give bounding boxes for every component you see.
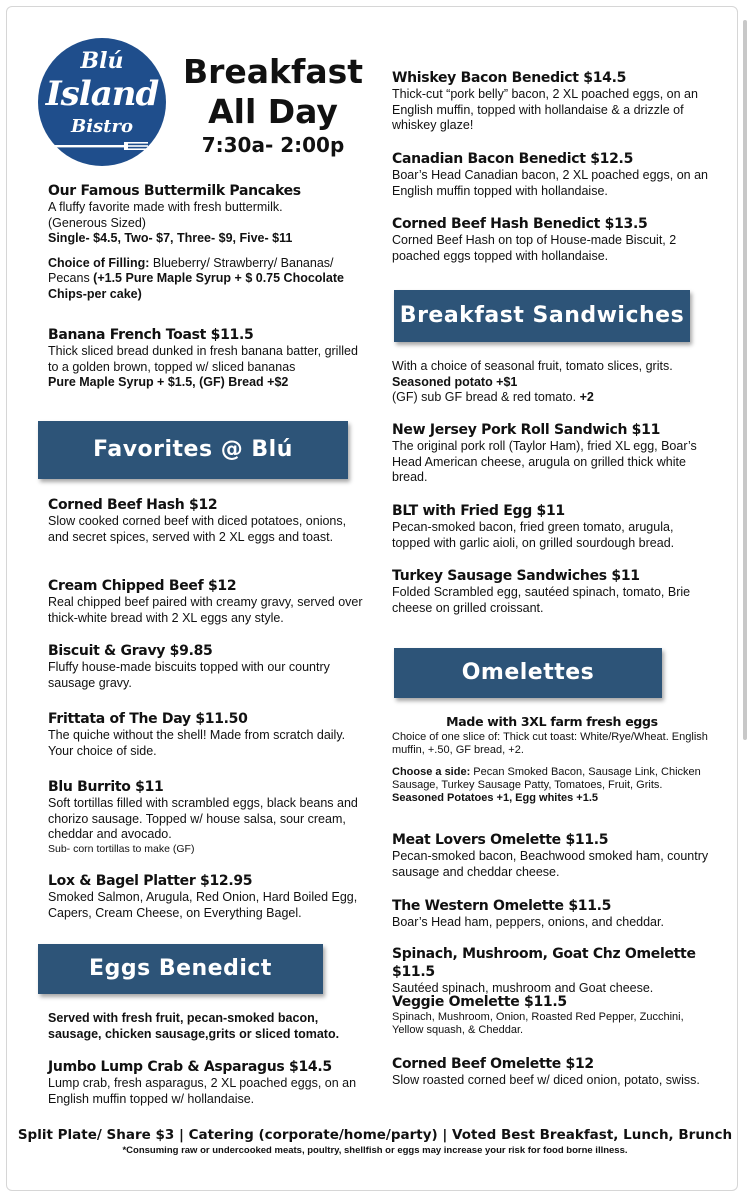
page-heading [178,52,368,158]
logo-text-island: Island [45,74,159,114]
item-desc: Sautéed spinach, mushroom and Goat cheese. [392,981,654,995]
footer-services: Split Plate/ Share $3 | Catering (corporate/home/party) | Voted Best Breakfast, Lunch, Brunch [17,1127,733,1143]
logo-text-bistro: Bistro [71,116,133,137]
item-pork-roll-sandwich [392,421,712,486]
item-note: Sub- corn tortillas to make (GF) [48,842,195,855]
item-western-omelette [392,897,712,931]
item-corned-beef-hash [48,496,363,545]
sandwich-gf-price: +2 [579,390,594,404]
item-cream-chipped-beef [48,577,363,626]
item-desc: Smoked Salmon, Arugula, Red Onion, Hard Boiled Egg, Capers, Cream Cheese, on Everything Bagel. [48,890,358,920]
heading-hours: 7:30a- 2:00p [201,133,345,157]
item-desc: Thick-cut “pork belly” bacon, 2 XL poached eggs, on an English muffin, topped with hollandaise & a drizzle of whiskey glaze! [392,87,698,132]
item-spinach-omelette [392,945,712,997]
filling-choice [48,256,363,303]
fork-icon [54,141,150,151]
item-desc: Fluffy house-made biscuits topped with our country sausage gravy. [48,660,330,690]
item-desc: Soft tortillas filled with scrambled eggs, black beans and chorizo sausage. Topped w/ house salsa, sour cream, cheddar and avocado. [48,796,358,841]
scrollbar[interactable] [743,20,747,740]
item-desc: Thick sliced bread dunked in fresh banana batter, grilled to a golden brown, topped w/ sliced bananas [48,344,358,374]
item-lox-bagel [48,872,363,921]
item-extra: Pure Maple Syrup + $1.5, (GF) Bread +$2 [48,375,289,389]
side-text: Pecan Smoked Bacon, Sausage Link, Chicken Sausage, Turkey Sausage Patty, Tomatoes, Fruit, Grits. [392,766,701,791]
item-veggie-omelette [392,993,712,1037]
item-corned-beef-omelette [392,1055,712,1089]
item-title: Banana French Toast $11.5 [48,327,254,343]
item-title: Corned Beef Hash $12 [48,497,218,513]
item-desc: Folded Scrambled egg, sautéed spinach, tomato, Brie cheese on grilled croissant. [392,585,691,615]
heading-all-day: All Day [208,92,338,131]
item-title: Veggie Omelette $11.5 [392,994,567,1010]
item-desc: A fluffy favorite made with fresh buttermilk. [48,200,283,214]
item-desc: Lump crab, fresh asparagus, 2 XL poached eggs, on an English muffin topped w/ hollandaise. [48,1076,357,1106]
item-title: The Western Omelette $11.5 [392,898,612,914]
item-banana-french-toast [48,326,363,391]
filling-text: Blueberry/ Strawberry/ Bananas/ Pecans [48,255,334,285]
omelette-intro [392,713,712,805]
logo-text-blu: Blú [80,48,124,74]
item-desc: Spinach, Mushroom, Onion, Roasted Red Pepper, Zucchini, Yellow squash, & Cheddar. [392,1011,684,1036]
item-crab-asparagus [48,1058,363,1107]
item-desc: The original pork roll (Taylor Ham), fried XL egg, Boar’s Head American cheese, arugula on grilled thick white bread. [392,439,697,484]
item-title: New Jersey Pork Roll Sandwich $11 [392,422,661,438]
item-desc: Pecan-smoked bacon, fried green tomato, arugula, topped with garlic aioli, on grilled sourdough bread. [392,520,675,550]
item-canadian-benedict [392,150,712,199]
item-desc: Real chipped beef paired with creamy gravy, served over thick-white bread with 2 XL eggs any style. [48,595,363,625]
footer-disclaimer: *Consuming raw or undercooked meats, poultry, shellfish or eggs may increase your risk for food borne illness. [122,1145,628,1156]
menu-footer [0,1127,750,1156]
item-meat-lovers-omelette [392,831,712,880]
item-desc: The quiche without the shell! Made from scratch daily. Your choice of side. [48,728,346,758]
item-title: Corned Beef Hash Benedict $13.5 [392,216,648,232]
item-title: BLT with Fried Egg $11 [392,503,565,519]
item-desc: Corned Beef Hash on top of House-made Biscuit, 2 poached eggs topped with hollandaise. [392,233,677,263]
heading-breakfast: Breakfast [182,52,364,91]
item-frittata [48,710,363,759]
item-title: Our Famous Buttermilk Pancakes [48,183,301,199]
side-label: Choose a side: [392,766,471,778]
item-desc: Slow cooked corned beef with diced potatoes, onions, and secret spices, served with 2 XL eggs and toast. [48,514,347,544]
item-desc: Boar’s Head ham, peppers, onions, and cheddar. [392,915,664,929]
item-blu-burrito [48,778,363,856]
item-biscuit-gravy [48,642,363,691]
side-extra: Seasoned Potatoes +1, Egg whites +1.5 [392,792,599,804]
item-desc: Boar’s Head Canadian bacon, 2 XL poached eggs, on an English muffin topped with hollandaise. [392,168,708,198]
item-whiskey-benedict [392,69,712,134]
sandwich-potato: Seasoned potato +$1 [392,374,518,389]
item-prices: Single- $4.5, Two- $7, Three- $9, Five- $11 [48,231,293,245]
item-desc: Slow roasted corned beef w/ diced onion, potato, swiss. [392,1073,700,1087]
item-title: Canadian Bacon Benedict $12.5 [392,151,634,167]
item-pancakes [48,182,363,302]
sandwich-intro-text: With a choice of seasonal fruit, tomato slices, grits. [392,359,673,373]
favorites-banner: Favorites @ Blú [38,421,348,479]
item-title: Whiskey Bacon Benedict $14.5 [392,70,627,86]
eggs-benedict-banner: Eggs Benedict [38,944,323,994]
item-title: Frittata of The Day $11.50 [48,711,248,727]
item-title: Biscuit & Gravy $9.85 [48,643,213,659]
filling-extra: (+1.5 Pure Maple Syrup + $ 0.75 Chocolate Chips-per cake) [48,271,344,301]
omelettes-banner: Omelettes [394,648,662,698]
item-title: Spinach, Mushroom, Goat Chz Omelette $11.5 [392,946,696,980]
item-title: Cream Chipped Beef $12 [48,578,237,594]
item-title: Corned Beef Omelette $12 [392,1056,594,1072]
toast-choice: Choice of one slice of: Thick cut toast: White/Rye/Wheat. English muffin, +.50, GF bread, +2. [392,731,708,756]
item-title: Blu Burrito $11 [48,779,164,795]
item-blt-fried-egg [392,502,712,551]
item-desc: Pecan-smoked bacon, Beachwood smoked ham, country sausage and cheddar cheese. [392,849,709,879]
item-title: Turkey Sausage Sandwiches $11 [392,568,640,584]
benedict-intro-text: Served with fresh fruit, pecan-smoked bacon, sausage, chicken sausage,grits or sliced tomato. [48,1011,340,1041]
item-title: Lox & Bagel Platter $12.95 [48,873,253,889]
filling-label: Choice of Filling: [48,255,150,270]
item-turkey-sausage-sandwich [392,567,712,616]
blu-island-bistro-logo [38,38,166,166]
item-desc-2: (Generous Sized) [48,215,146,230]
omelette-subtitle: Made with 3XL farm fresh eggs [446,714,658,729]
item-corned-beef-benedict [392,215,712,264]
benedict-intro [48,1011,363,1042]
sandwich-intro [392,359,712,406]
item-title: Meat Lovers Omelette $11.5 [392,832,609,848]
sandwich-gf-text: (GF) sub GF bread & red tomato. [392,390,580,404]
item-title: Jumbo Lump Crab & Asparagus $14.5 [48,1059,332,1075]
sandwich-gf [392,390,712,406]
breakfast-sandwiches-banner: Breakfast Sandwiches [394,290,690,342]
side-choice [392,766,712,805]
